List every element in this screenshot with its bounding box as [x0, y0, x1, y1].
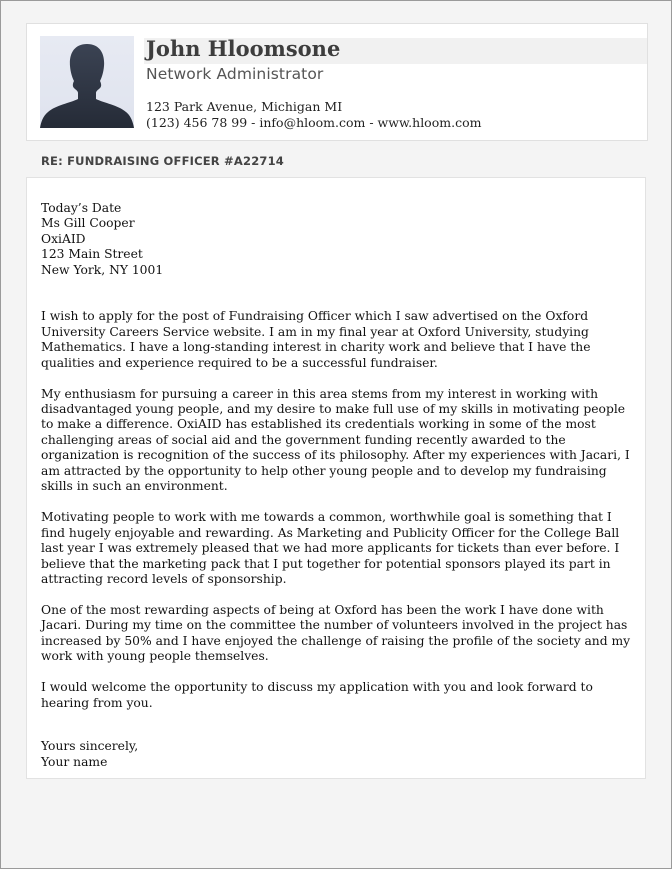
profile-photo — [40, 36, 134, 128]
applicant-title: Network Administrator — [146, 65, 324, 83]
letter-text — [41, 201, 637, 770]
letter-body-card — [26, 177, 646, 779]
closing-salutation: Yours sincerely, — [41, 739, 139, 754]
applicant-name: John Hloomsone — [146, 36, 341, 61]
contact-line: (123) 456 78 99 - info@hloom.com - www.hloom.com — [146, 115, 482, 130]
recipient-city: New York, NY 1001 — [41, 262, 164, 277]
subject-line: RE: FUNDRAISING OFFICER #A22714 — [41, 154, 285, 168]
recipient-company: OxiAID — [41, 231, 86, 246]
person-silhouette-icon — [40, 36, 134, 128]
contact-block — [146, 99, 481, 131]
signature-name: Your name — [41, 754, 108, 769]
recipient-name: Ms Gill Cooper — [41, 216, 135, 231]
body-paragraph-1: I wish to apply for the post of Fundraising Officer which I saw advertised on the Oxford University Careers Service website. I am in my final year at Oxford University, studying Mathematics. I have a long-standing interest in charity work and believe that I have the qualities and experience required to be a successful fundraiser. — [41, 309, 591, 370]
header-card — [26, 23, 648, 141]
recipient-street: 123 Main Street — [41, 247, 143, 262]
closing-block — [41, 739, 637, 770]
body-paragraph-5: I would welcome the opportunity to discuss my application with you and look forward to hearing from you. — [41, 680, 593, 710]
body-paragraph-4: One of the most rewarding aspects of being at Oxford has been the work I have done with Jacari. During my time on the committee the number of volunteers involved in the project has increased by 50% and I have enjoyed the challenge of raising the profile of the society and my work with young people themselves. — [41, 603, 631, 664]
body-paragraph-2: My enthusiasm for pursuing a career in this area stems from my interest in working with disadvantaged young people, and my desire to make full use of my skills in motivating people to make a difference. OxiAID has established its credentials working in some of the most challenging areas of social aid and the government funding recently awarded to the organization is recognition of the success of its philosophy. After my experiences with Jacari, I am attracted by the opportunity to help other young people and to develop my fundraising skills in such an environment. — [41, 386, 630, 494]
body-paragraph-3: Motivating people to work with me towards a common, worthwhile goal is something that I find hugely enjoyable and rewarding. As Marketing and Publicity Officer for the College Ball last year I was extremely pleased that we had more applicants for tickets than ever before. I believe that the marketing pack that I put together for potential sponsors played its part in attracting record levels of sponsorship. — [41, 510, 620, 587]
address-line: 123 Park Avenue, Michigan MI — [146, 99, 343, 114]
letter-date: Today’s Date — [41, 201, 122, 215]
recipient-block — [41, 201, 637, 278]
